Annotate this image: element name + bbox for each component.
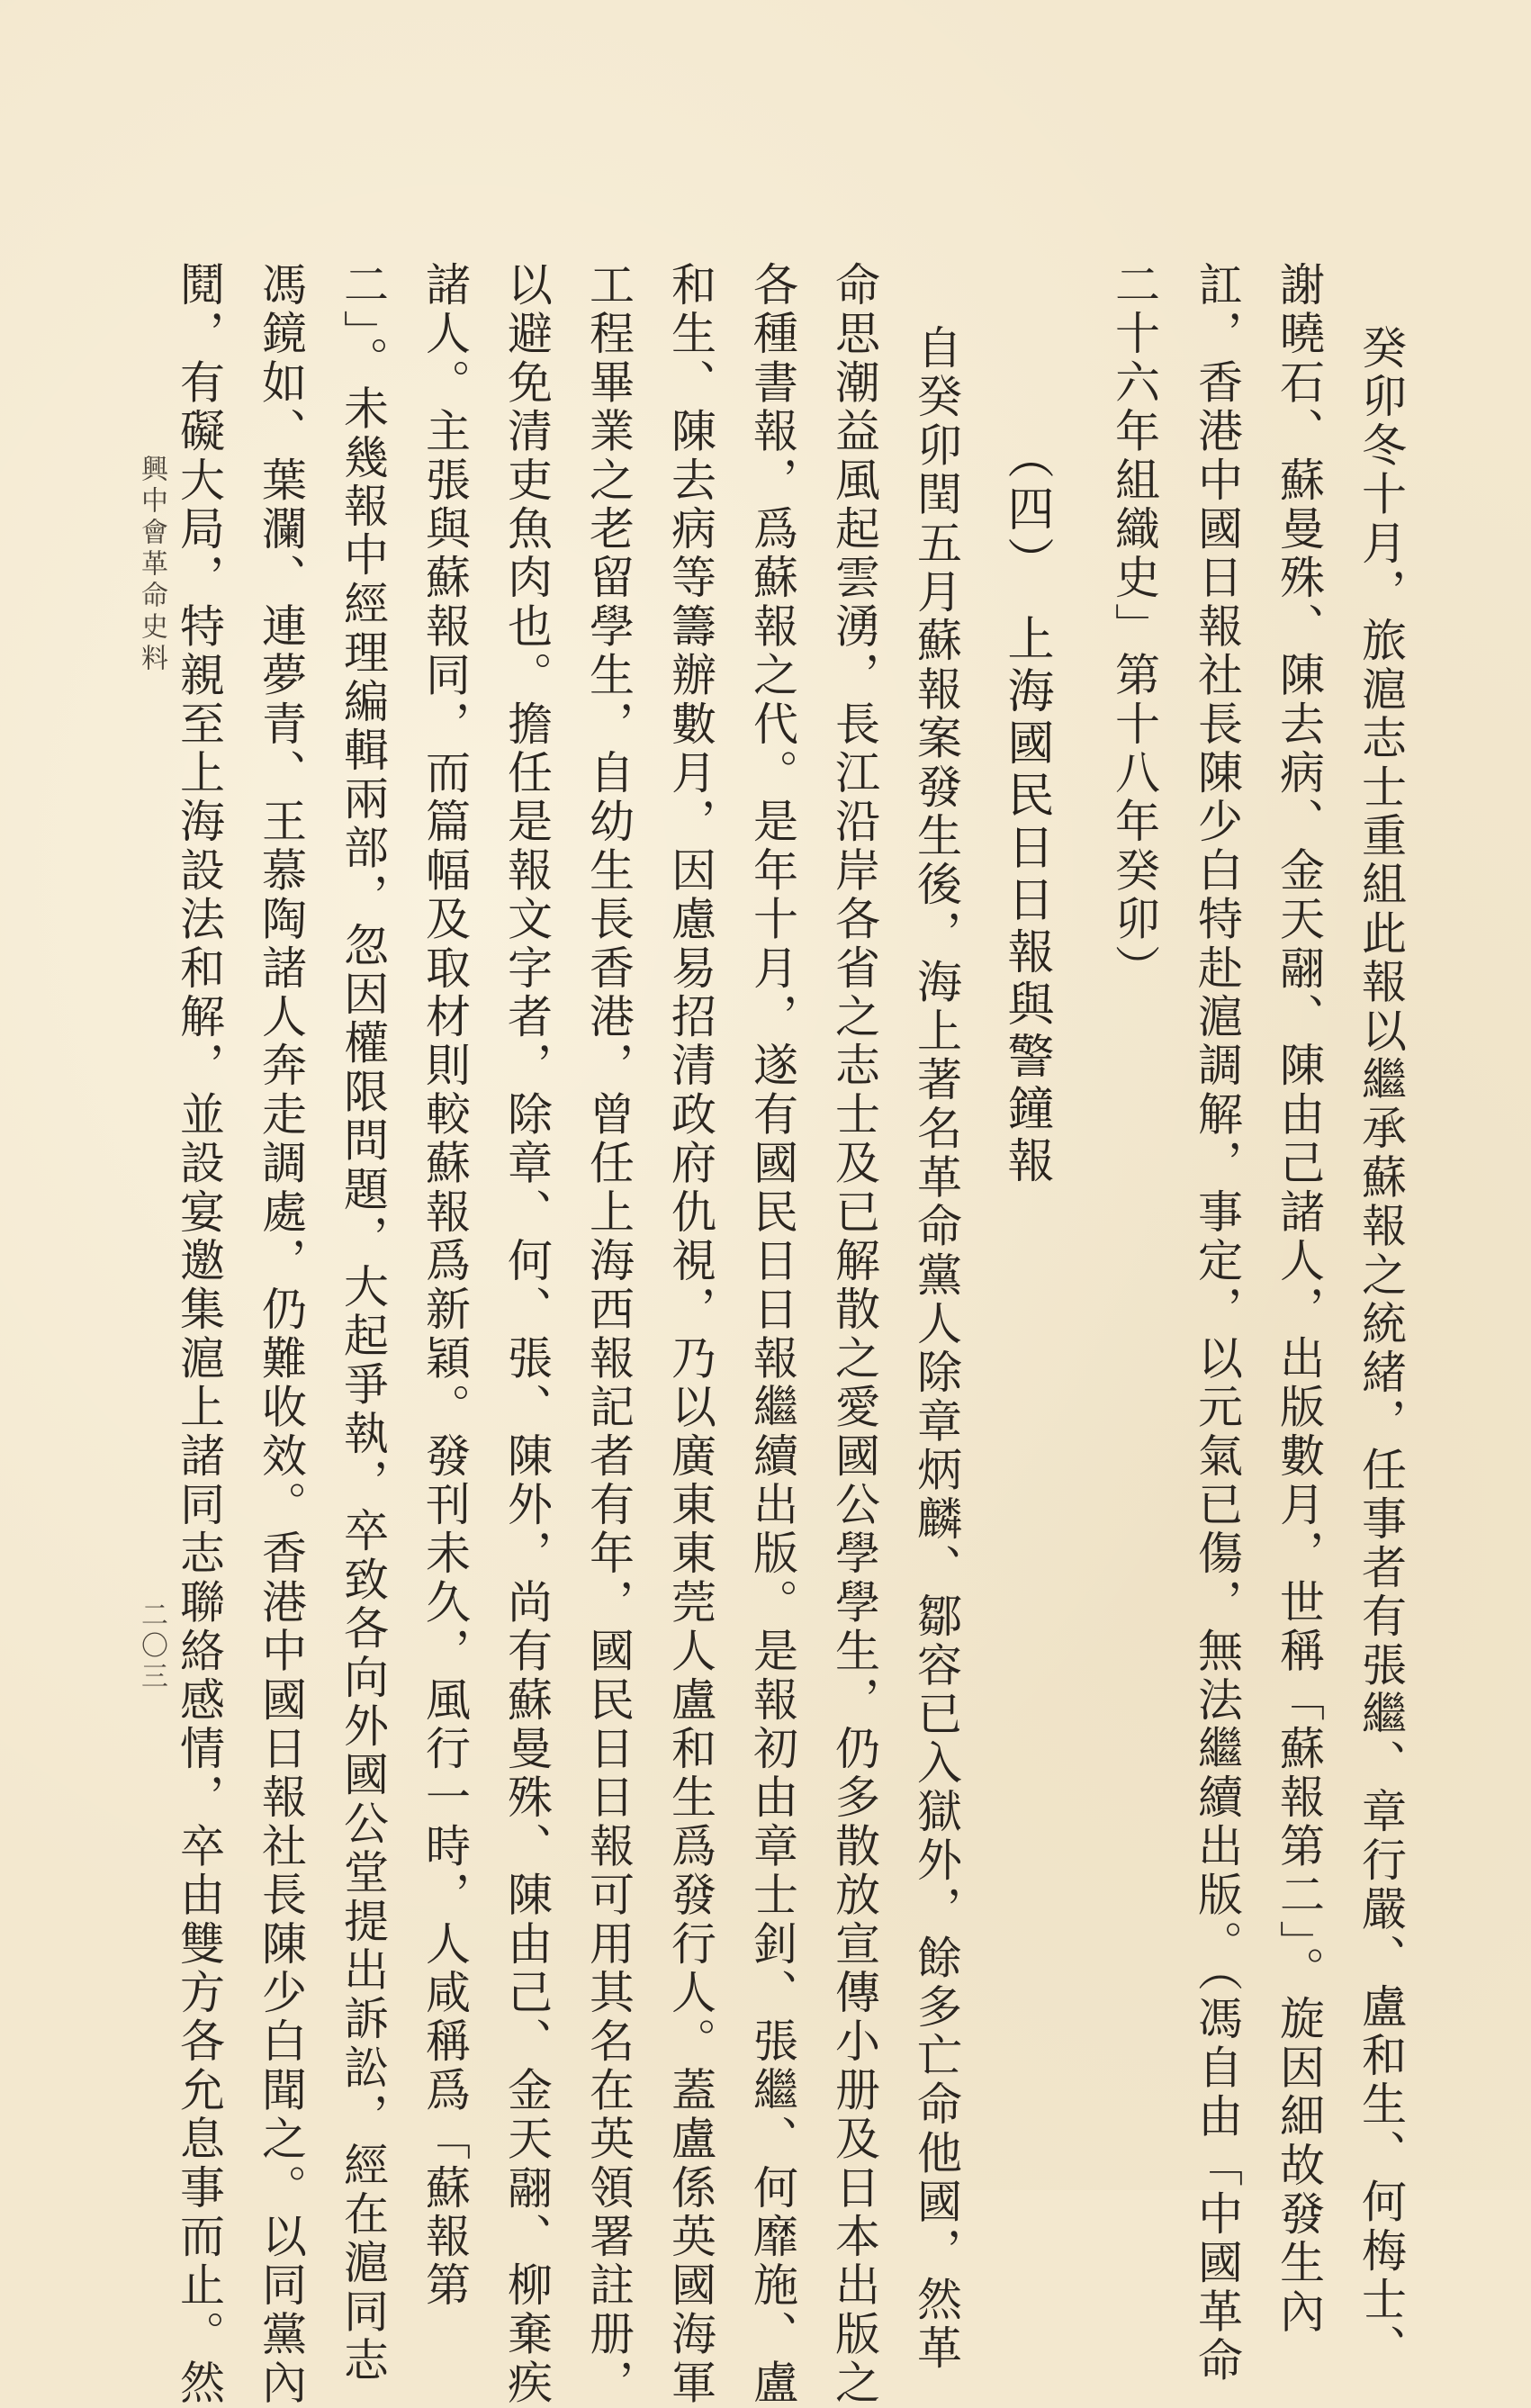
text-column: 二十六年組織史」第十八年癸卯）	[1108, 261, 1160, 993]
text-column: 癸卯冬十月，旅滬志士重組此報以繼承蘇報之統緒，任事者有張繼、章行嚴、盧和生、何梅士、	[1355, 324, 1407, 2374]
page-number: 二〇三	[136, 1601, 167, 1692]
text-column: 訌，香港中國日報社長陳少白特赴滬調解，事定，以元氣已傷，無法繼續出版。（馮自由「中國革命	[1191, 261, 1243, 2385]
text-column: 鬩，有礙大局，特親至上海設法和解，並設宴邀集滬上諸同志聯絡感情，卒由雙方各允息事而止。然	[173, 261, 225, 2408]
text-column: 和生、陳去病等籌辦數月，因慮易招清政府仇視，乃以廣東東莞人盧和生爲發行人。蓋盧係英國海軍	[664, 261, 716, 2408]
text-column: 謝曉石、蘇曼殊、陳去病、金天翮、陳由己諸人，出版數月，世稱「蘇報第二」。旋因細故發生內	[1273, 261, 1325, 2337]
text-column: 二」。未幾報中經理編輯兩部，忽因權限問題，大起爭執，卒致各向外國公堂提出訴訟，經在滬同志	[337, 261, 389, 2385]
text-column: 自癸卯閏五月蘇報案發生後，海上著名革命黨人除章炳麟、鄒容已入獄外，餘多亡命他國，然革	[910, 324, 962, 2374]
text-column: 馮鏡如、葉瀾、連夢青、王慕陶諸人奔走調處，仍難收效。香港中國日報社長陳少白聞之。以同黨內	[255, 261, 307, 2408]
text-column: 各種書報，爲蘇報之代。是年十月，遂有國民日日報繼續出版。是報初由章士釗、張繼、何靡施、盧	[746, 261, 798, 2408]
text-column: 工程畢業之老留學生，自幼生長香港，曾任上海西報記者有年，國民日日報可用其名在英領署註册，	[582, 261, 635, 2408]
section-number: （四）	[999, 432, 1053, 589]
text-column: 以避免清吏魚肉也。擔任是報文字者，除章、何、張、陳外，尚有蘇曼殊、陳由己、金天翮、柳棄疾	[500, 261, 553, 2408]
text-column: 命思潮益風起雲湧，長江沿岸各省之志士及已解散之愛國公學學生，仍多散放宣傳小册及日本出版之	[828, 261, 880, 2408]
section-title: 上海國民日日報與警鐘報	[999, 614, 1053, 1188]
text-column: 諸人。主張與蘇報同，而篇幅及取材則較蘇報爲新穎。發刊未久，風行一時，人咸稱爲「蘇報第	[419, 261, 471, 2311]
section-heading	[999, 432, 1053, 1188]
running-footer-book-title: 興中會革命史料	[136, 455, 167, 675]
